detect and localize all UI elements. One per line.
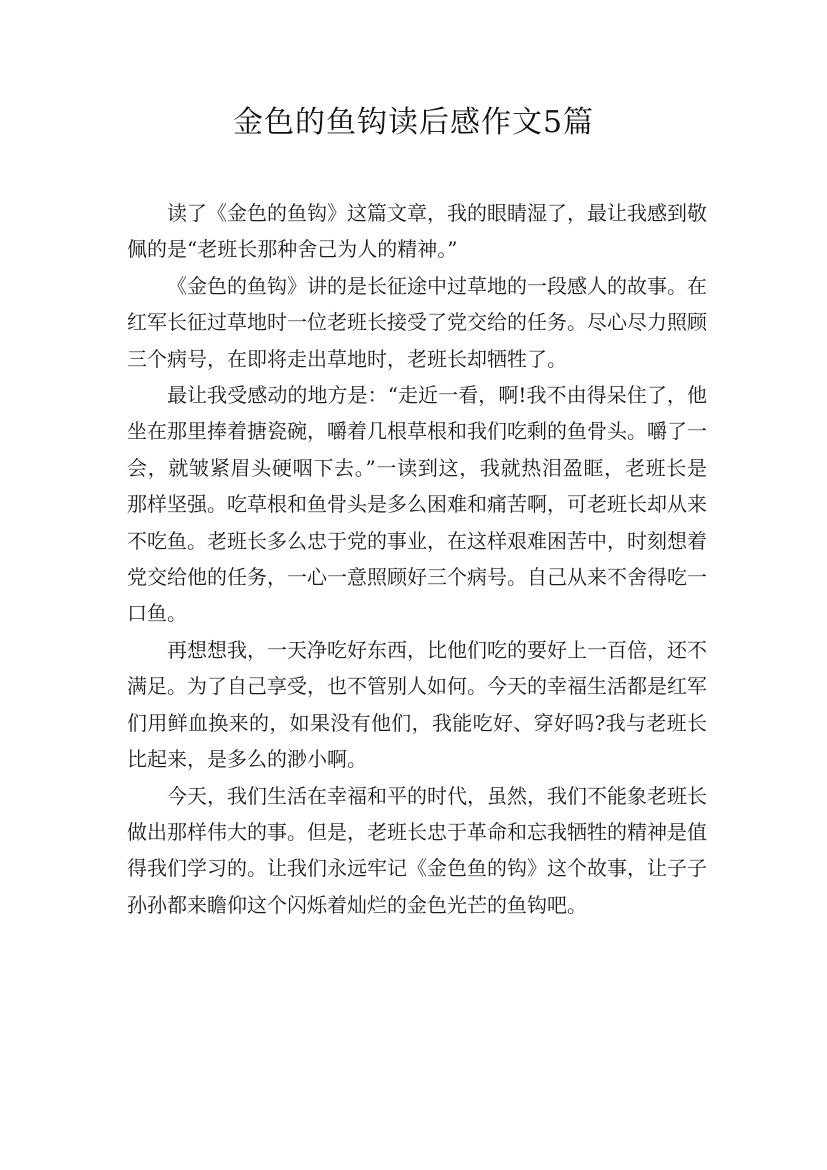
document-body: [127, 195, 707, 923]
paragraph-2: 《金色的鱼钩》讲的是长征途中过草地的一段感人的故事。在红军长征过草地时一位老班长接受了党交给的任务。尽心尽力照顾三个病号，在即将走出草地时，老班长却牺牲了。: [127, 273, 707, 371]
paragraph-4: 再想想我，一天净吃好东西，比他们吃的要好上一百倍，还不满足。为了自己享受，也不管别人如何。今天的幸福生活都是红军们用鲜血换来的，如果没有他们，我能吃好、穿好吗?我与老班长比起来，是多么的渺小啊。: [127, 637, 707, 772]
paragraph-3: 最让我受感动的地方是：“走近一看，啊!我不由得呆住了，他坐在那里捧着搪瓷碗，嚼着几根草根和我们吃剩的鱼骨头。嚼了一会，就皱紧眉头硬咽下去。”一读到这，我就热泪盈眶，老班长是那样坚强。吃草根和鱼骨头是多么困难和痛苦啊，可老班长却从来不吃鱼。老班长多么忠于党的事业，在这样艰难困苦中，时刻想着党交给他的任务，一心一意照顾好三个病号。自己从来不舍得吃一口鱼。: [127, 383, 707, 626]
document-title: 金色的鱼钩读后感作文5篇: [232, 105, 595, 140]
paragraph-5: 今天，我们生活在幸福和平的时代，虽然，我们不能象老班长做出那样伟大的事。但是，老班长忠于革命和忘我牺牲的精神是值得我们学习的。让我们永远牢记《金色鱼的钩》这个故事，让子子孙孙都来瞻仰这个闪烁着灿烂的金色光芒的鱼钩吧。: [127, 783, 707, 917]
paragraph-1: 读了《金色的鱼钩》这篇文章，我的眼睛湿了，最让我感到敬佩的是“老班长那种舍己为人的精神。”: [127, 201, 707, 262]
